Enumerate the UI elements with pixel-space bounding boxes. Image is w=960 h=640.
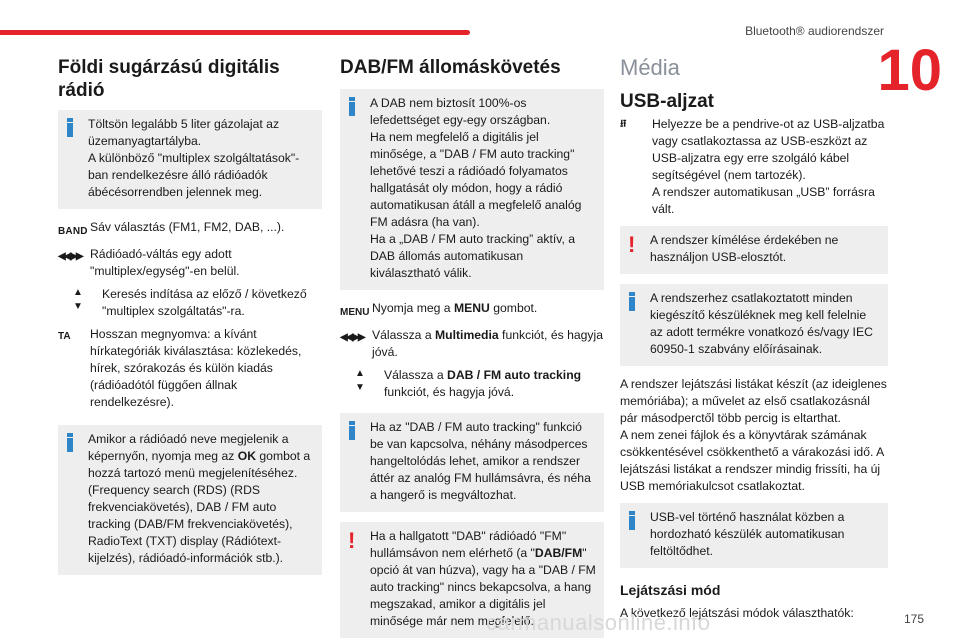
lr-text-part: Válassza a — [372, 328, 436, 342]
info-text-part: Amikor a rádióadó neve megjelenik a képernyőn, nyomja meg az — [88, 432, 289, 463]
info-box — [620, 284, 888, 366]
info-text: A DAB nem biztosít 100%-os lefedettséget egy-egy országban. Ha nem megfelelő a digitális jel minősége, a "DAB / FM auto tracking" lehetővé teszi a rádióadó folyamatos hallgatását oly módon, hogy a rádió automatikusan átáll a megfelelő analóg FM adásra (ha van). Ha a „DAB / FM auto tracking” aktív, a DAB állomás automatikusan kiválasztható válik. — [370, 96, 582, 280]
ta-text: Hosszan megnyomva: a kívánt hírkategóriák kiválasztása: közlekedés, hírek, szórakozás és külön kiadás (rádióadótól függően állnak rendelkezésre). — [90, 327, 302, 409]
warning-text-part: " opció át van húzva), vagy ha a "DAB / FM auto tracking" nincs bekapcsolva, a hang megszakad, amikor a digitális jel minősége már nem megfelelő. — [370, 546, 596, 628]
info-text: Ha az "DAB / FM auto tracking" funkció be van kapcsolva, néhány másodperces hangeltolódás lehet, amikor a rendszer áttér az analóg FM hullámsávra, és néha a hangerő is megváltozhat. — [370, 420, 591, 502]
info-box — [340, 413, 604, 512]
menu-text-part: Nyomja meg a — [372, 301, 454, 315]
multimedia-label: Multimedia — [435, 328, 499, 342]
info-box — [340, 89, 604, 290]
chapter-number: 10 — [877, 38, 942, 103]
warning-box — [620, 226, 888, 274]
info-icon — [67, 118, 73, 137]
dab-fm-tracking-label: DAB / FM auto tracking — [447, 368, 582, 382]
info-icon — [349, 421, 355, 440]
info-text-part: gombot a hozzá tartozó menü megjelenítéséhez. (Frequency search (RDS) (RDS frekvenciakövetés), DAB / FM auto tracking (DAB/FM frekvenciakövetés), RadioText (TXT) display (Rádiótext-kijelzés), rádióadó-információk stb.). — [88, 449, 311, 565]
lr-text-part: funkciót, és hagyja jóvá. — [372, 328, 604, 359]
info-icon — [349, 97, 355, 116]
warning-text-part: Ha a hallgatott "DAB" rádióadó "FM" hullámsávon nem elérhető (a " — [370, 529, 567, 560]
warning-icon: ! — [628, 232, 636, 257]
info-text: A rendszerhez csatlakoztatott minden kiegészítő készüléknek meg kell felelnie az adott termékre vonatkozó és/vagy IEC 60950-1 szabvány előírásainak. — [650, 291, 873, 356]
ta-button-icon: TA — [58, 331, 71, 342]
lr-row — [340, 327, 604, 361]
band-row — [58, 219, 322, 240]
lr-text: Rádióadó-váltás egy adott "multiplex/egység"-en belül. — [90, 247, 240, 278]
info-icon — [67, 433, 73, 452]
playlist-text: A rendszer lejátszási listákat készít (az ideiglenes memóriába); a művelet az első csatlakozásnál pár másodperctől több percig is eltarthat. A nem zenei fájlok és a könyvtárak számának csökkentésével csökkenthető a várakozási idő. A lejátszási listákat a rendszer mindig frissíti, ha új USB memóriakulcsot csatlakoztat. — [620, 377, 887, 493]
ud-text — [384, 367, 604, 401]
info-text: Töltsön legalább 5 liter gázolajat az üzemanyagtartályba. A különböző "multiplex szolgáltatások"-ban rendelkezésre álló rádióadók ábécésorrendben jelennek meg. — [88, 117, 300, 199]
usb-icon: ⭿ — [620, 119, 627, 130]
section-title-digital-radio: Földi sugárzású digitális rádió — [58, 57, 280, 101]
usb-row — [620, 116, 888, 218]
left-right-arrows-icon: ◀◀ ▶▶ — [58, 251, 82, 262]
ta-row — [58, 326, 322, 411]
menu-button-icon: MENU — [340, 307, 370, 318]
subsection-title-usb: USB-aljzat — [620, 91, 714, 112]
band-button-icon: BAND — [58, 226, 88, 237]
info-icon — [629, 292, 635, 311]
page-number: 175 — [903, 612, 924, 626]
ud-row — [58, 286, 322, 320]
up-down-arrows-icon: ▲ ▼ — [73, 287, 83, 312]
subsection-title-playback: Lejátszási mód — [620, 582, 721, 598]
left-right-arrows-icon: ◀◀ ▶▶ — [340, 332, 364, 343]
up-down-arrows-icon: ▲ ▼ — [355, 368, 365, 393]
warning-icon: ! — [348, 528, 356, 553]
ud-text-part: funkciót, és hagyja jóvá. — [384, 385, 515, 399]
usb-text: Helyezze be a pendrive-ot az USB-aljzatba vagy csatlakoztassa az USB-eszközt az USB-aljzatra egy erre szolgáló kábel segítségével (nem tartozék). A rendszer automatikusan „USB” forrásra vált. — [652, 117, 885, 216]
ud-text: Keresés indítása az előző / következő "multiplex szolgáltatás"-ra. — [102, 287, 307, 318]
menu-text-part: gombot. — [489, 301, 538, 315]
section-title-dab-fm: DAB/FM állomáskövetés — [340, 57, 561, 78]
ud-row — [340, 367, 604, 401]
info-box — [58, 425, 322, 575]
band-text: Sáv választás (FM1, FM2, DAB, ...). — [90, 220, 285, 234]
header-title: Bluetooth® audiorendszer — [745, 24, 884, 38]
ok-button-label: OK — [237, 449, 256, 463]
menu-text — [372, 300, 537, 317]
warning-text: A rendszer kímélése érdekében ne használjon USB-elosztót. — [650, 233, 839, 264]
lr-text — [372, 327, 604, 361]
menu-row — [340, 300, 604, 321]
info-icon — [629, 511, 635, 530]
column-dab-fm — [340, 56, 604, 640]
info-text: USB-vel történő használat közben a hordozható készülék automatikusan feltöltődhet. — [650, 510, 845, 558]
watermark: carmanualsonline.info — [486, 610, 711, 635]
top-accent-bar — [0, 30, 470, 35]
playback-text: A következő lejátszási módok választhatók: — [620, 606, 854, 620]
ud-text-part: Válassza a — [384, 368, 448, 382]
info-text — [66, 431, 314, 567]
section-title-media: Média — [620, 55, 680, 80]
menu-label: MENU — [453, 301, 490, 315]
dab-fm-label: DAB/FM — [534, 546, 583, 560]
info-box — [620, 503, 888, 568]
column-digital-radio — [58, 56, 322, 585]
column-media — [620, 56, 888, 622]
info-box — [58, 110, 322, 209]
lr-row — [58, 246, 322, 280]
